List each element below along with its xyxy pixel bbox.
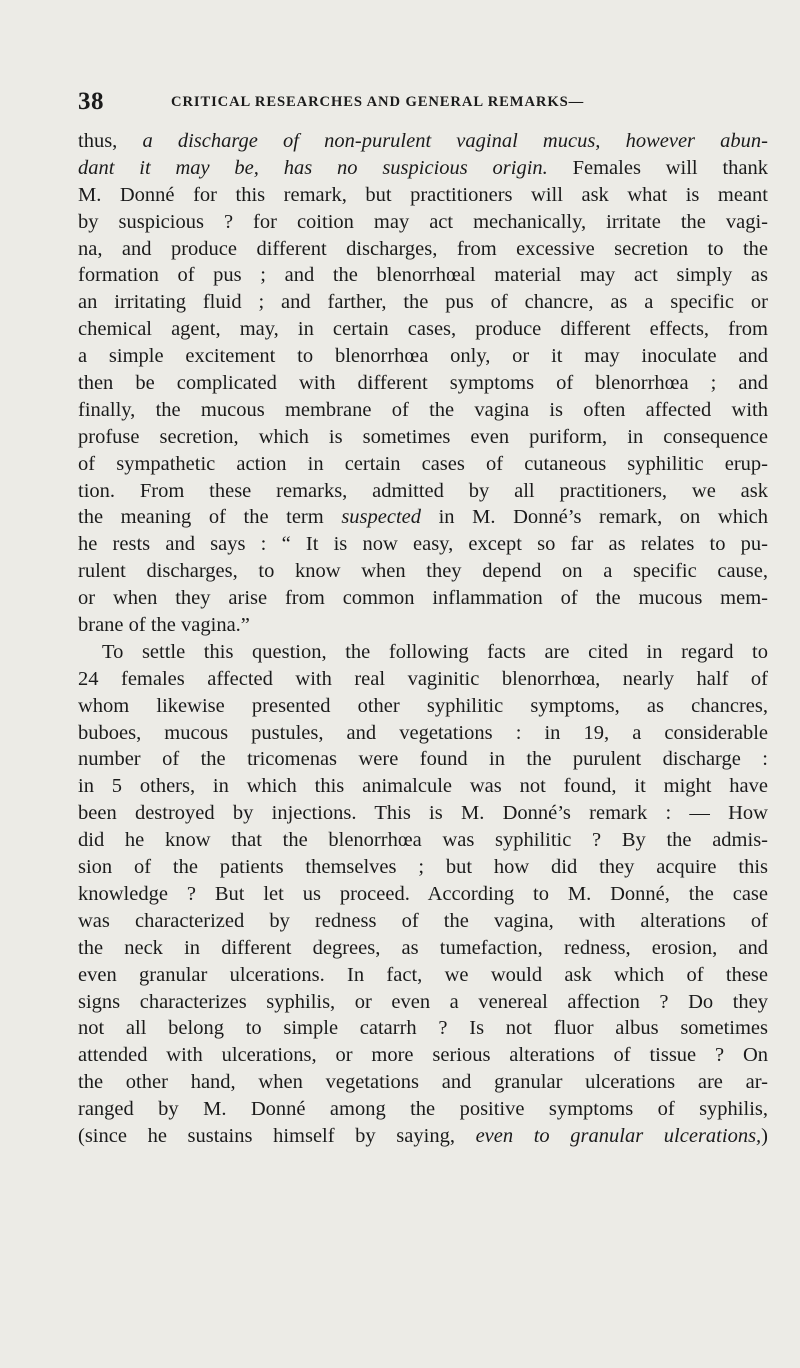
text-segment: in 5 others, in which this animalcule was not found, it might have [78, 775, 768, 798]
text-line [78, 1042, 768, 1069]
text-line [78, 424, 768, 451]
text-line [78, 827, 768, 854]
text-line [78, 289, 768, 316]
text-segment: Females will thank [547, 156, 768, 179]
text-line [78, 666, 768, 693]
text-line [78, 370, 768, 397]
text-segment: sion of the patients themselves ; but how did they acquire this [78, 856, 768, 879]
text-segment: rulent discharges, to know when they depend on a specific cause, [78, 560, 768, 583]
running-head [78, 88, 768, 118]
text-segment: the other hand, when vegetations and granular ulcerations are ar- [78, 1071, 768, 1094]
text-line [78, 854, 768, 881]
text-segment: ranged by M. Donné among the positive symptoms of syphilis, [78, 1098, 768, 1121]
text-line [78, 504, 768, 531]
text-line [78, 612, 768, 639]
text-line [78, 989, 768, 1016]
text-segment: a simple excitement to blenorrhœa only, or it may inoculate and [78, 345, 768, 368]
text-segment: M. Donné for this remark, but practitioners will ask what is meant [78, 183, 768, 206]
text-segment: profuse secretion, which is sometimes even puriform, in consequence [78, 425, 768, 448]
italic-text: suspected [341, 506, 422, 529]
text-segment: even granular ulcerations. In fact, we would ask which of these [78, 963, 768, 986]
text-line [78, 451, 768, 478]
text-segment: attended with ulcerations, or more serious alterations of tissue ? On [78, 1044, 768, 1067]
text-segment: been destroyed by injections. This is M. Donné’s remark : — How [78, 802, 768, 825]
text-line [78, 397, 768, 424]
text-segment: the neck in different degrees, as tumefaction, redness, erosion, and [78, 936, 768, 959]
text-segment: number of the tricomenas were found in the purulent discharge : [78, 748, 768, 771]
text-line [78, 155, 768, 182]
page-number: 38 [78, 88, 104, 115]
text-segment: finally, the mucous membrane of the vagina is often affected with [78, 398, 768, 421]
text-line [78, 881, 768, 908]
running-title: CRITICAL RESEARCHES AND GENERAL REMARKS— [171, 94, 585, 110]
text-line [78, 1096, 768, 1123]
text-line [78, 746, 768, 773]
text-segment: or when they arise from common inflammation of the mucous mem- [78, 587, 768, 610]
text-line [78, 935, 768, 962]
text-segment: thus, [78, 130, 143, 152]
text-line [78, 1069, 768, 1096]
text-segment: formation of pus ; and the blenorrhœal material may act simply as [78, 264, 768, 287]
text-line [78, 262, 768, 289]
text-segment: of sympathetic action in certain cases of cutaneous syphilitic erup- [78, 452, 768, 475]
text-line [78, 639, 768, 666]
text-line [78, 343, 768, 370]
text-segment: 24 females affected with real vaginitic blenorrhœa, nearly half of [78, 667, 768, 690]
italic-text: dant it may be, has no suspicious origin. [78, 156, 548, 179]
text-line [78, 1015, 768, 1042]
text-line [78, 316, 768, 343]
text-segment: To settle this question, the following facts are cited in regard to [102, 640, 768, 663]
text-segment: (since he sustains himself by saying, [78, 1124, 476, 1147]
text-segment: ) [761, 1124, 768, 1147]
text-line [78, 182, 768, 209]
text-line [78, 236, 768, 263]
body-text [78, 128, 768, 1150]
text-line [78, 531, 768, 558]
text-segment: was characterized by redness of the vagina, with alterations of [78, 909, 768, 932]
text-segment: buboes, mucous pustules, and vegetations : in 19, a considerable [78, 721, 768, 744]
text-line [78, 908, 768, 935]
text-segment: tion. From these remarks, admitted by all practitioners, we ask [78, 479, 768, 502]
text-segment: knowledge ? But let us proceed. According to M. Donné, the case [78, 882, 768, 905]
text-line [78, 720, 768, 747]
text-segment: then be complicated with different symptoms of blenorrhœa ; and [78, 372, 768, 395]
text-line [78, 585, 768, 612]
text-line [78, 1123, 768, 1150]
text-segment: na, and produce different discharges, from excessive secretion to the [78, 237, 768, 260]
text-line [78, 478, 768, 505]
text-segment: not all belong to simple catarrh ? Is not fluor albus sometimes [78, 1017, 768, 1040]
text-line [78, 128, 768, 155]
text-segment: he rests and says : “ It is now easy, except so far as relates to pu- [78, 533, 768, 556]
text-segment: brane of the vagina.” [78, 614, 250, 637]
text-segment: an irritating fluid ; and farther, the pus of chancre, as a specific or [78, 291, 768, 314]
text-segment: signs characterizes syphilis, or even a venereal affection ? Do they [78, 990, 768, 1013]
italic-text: even to granular ulcerations, [475, 1124, 762, 1147]
text-line [78, 558, 768, 585]
text-line [78, 800, 768, 827]
text-segment: chemical agent, may, in certain cases, produce different effects, from [78, 318, 768, 341]
text-line [78, 693, 768, 720]
text-segment: whom likewise presented other syphilitic symptoms, as chancres, [78, 694, 768, 717]
text-line [78, 962, 768, 989]
italic-text: a discharge of non-purulent vaginal mucus, however abun- [142, 130, 768, 152]
text-segment: by suspicious ? for coition may act mechanically, irritate the vagi- [78, 210, 768, 233]
text-segment: did he know that the blenorrhœa was syphilitic ? By the admis- [78, 829, 768, 852]
text-line [78, 209, 768, 236]
text-line [78, 773, 768, 800]
text-segment: in M. Donné’s remark, on which [421, 506, 768, 529]
text-segment: the meaning of the term [78, 506, 342, 529]
